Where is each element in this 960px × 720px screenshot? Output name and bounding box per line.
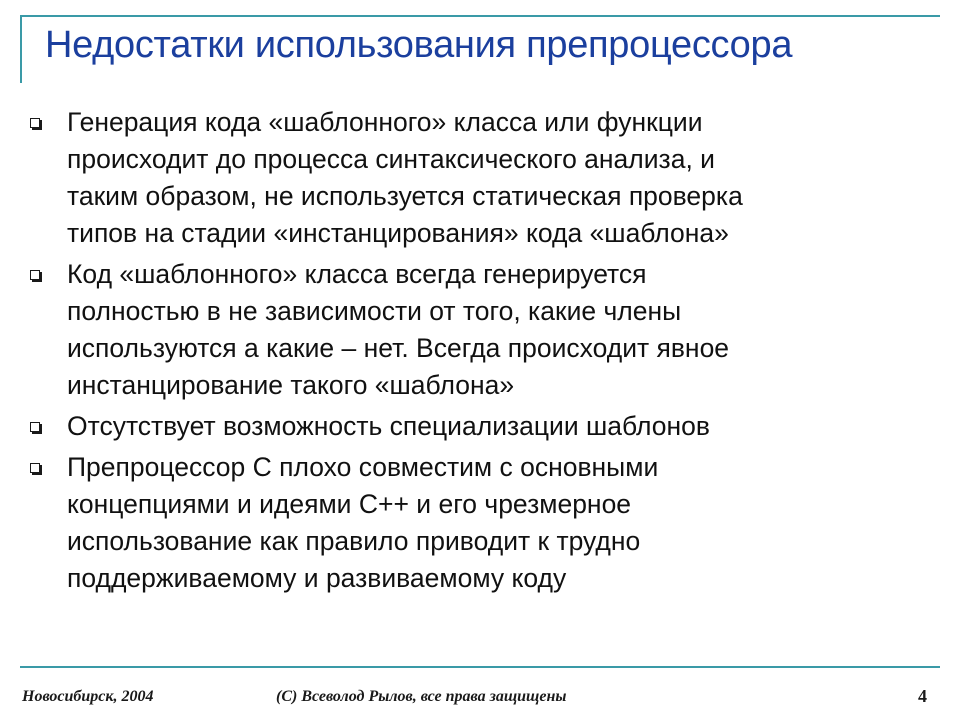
bullet-text-line: Отсутствует возможность специализации шаблонов [67, 411, 710, 441]
bullet-text-line: используются а какие – нет. Всегда происходит явное [67, 333, 730, 363]
bullet-text-line: концепциями и идеями С++ и его чрезмерное [67, 489, 632, 519]
page-number: 4 [918, 686, 927, 706]
bullet-text-line: поддерживаемому и развиваемому коду [67, 563, 567, 593]
checkbox-bullet-icon [30, 270, 40, 280]
bullet-text-line: Код «шаблонного» класса всегда генерируется [67, 259, 647, 289]
bullet-text-line: Генерация кода «шаблонного» класса или функции [67, 107, 703, 137]
bullet-text-line: Препроцессор С плохо совместим с основными [67, 452, 659, 482]
checkbox-bullet-icon [30, 463, 40, 473]
bullet-text-line: инстанцирование такого «шаблона» [67, 370, 515, 400]
footer-location-year: Новосибирск, 2004 [22, 688, 154, 705]
slide-title: Недостатки использования препроцессора [45, 24, 793, 66]
bullet-text-line: типов на стадии «инстанцирования» кода «шаблона» [67, 218, 729, 248]
checkbox-bullet-icon [30, 422, 40, 432]
bullet-item [30, 256, 910, 404]
bullet-item [30, 408, 910, 445]
bullet-list [30, 104, 910, 601]
footer-copyright: (С) Всеволод Рылов, все права защищены [276, 688, 567, 705]
bullet-text-line: использование как правило приводит к трудно [67, 526, 641, 556]
bullet-text-line: происходит до процесса синтаксического анализа, и [67, 144, 715, 174]
bullet-item [30, 449, 910, 597]
checkbox-bullet-icon [30, 118, 40, 128]
header-left-rule [20, 15, 22, 83]
bullet-text-line: таким образом, не используется статическая проверка [67, 181, 743, 211]
bullet-text-line: полностью в не зависимости от того, какие члены [67, 296, 682, 326]
footer-rule [20, 666, 940, 668]
bullet-item [30, 104, 910, 252]
header-top-rule [20, 15, 940, 17]
